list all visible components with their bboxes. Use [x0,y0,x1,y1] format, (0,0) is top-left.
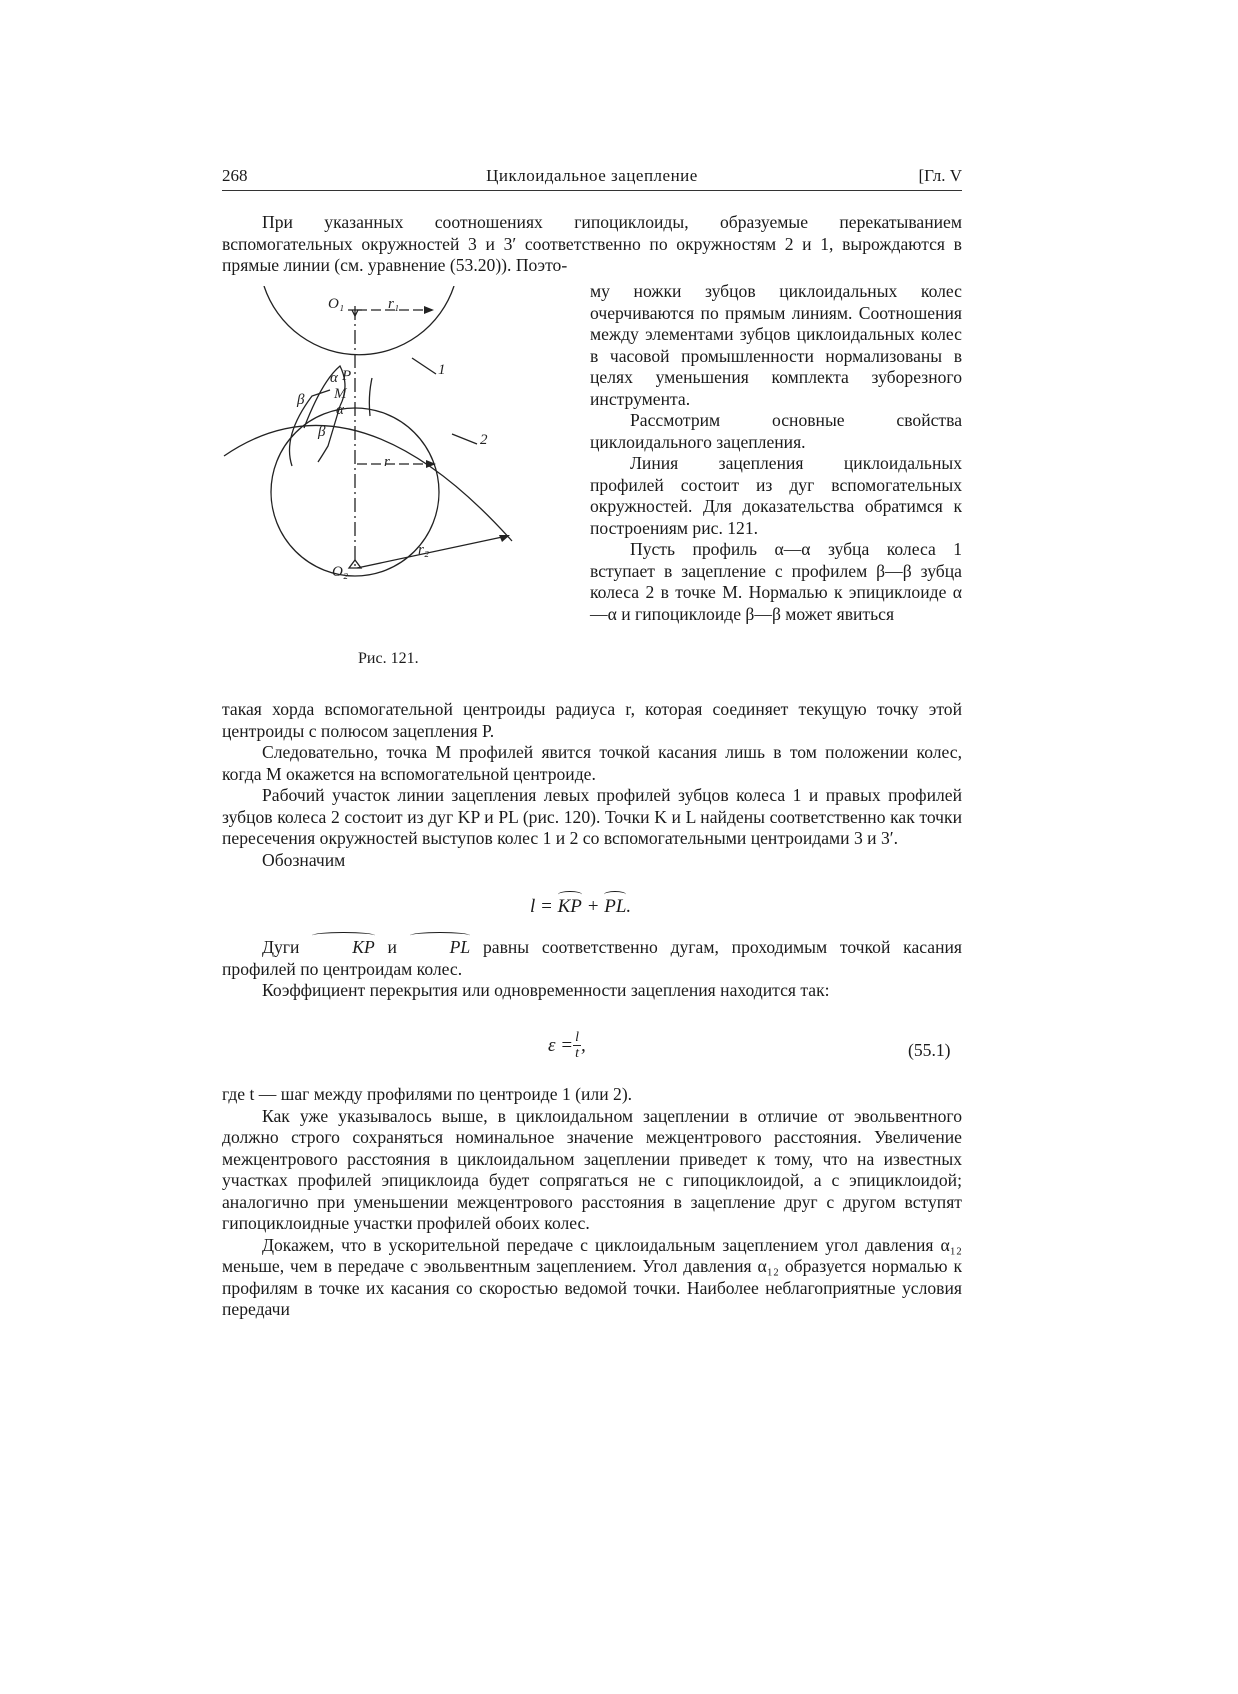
equation-number: (55.1) [908,1040,951,1060]
leader-1 [412,358,436,374]
r-label: r [384,454,390,470]
wheel-1-number: 1 [438,362,446,378]
arc-kp-inline: KP [312,937,374,959]
paragraph-working-section: Рабочий участок линии зацепления левых профилей зубцов колеса 1 и правых профилей зубцов колеса 2 состоит из дуг KP и PL (рис. 120). Точки K и L найдены соответственно как точки пересечения окружностей выступов колес 1 и 2 со вспомогательными центроидами 3 и 3′. [222,785,962,848]
running-header [222,166,962,191]
formula-l: l = KP + PL. [530,896,632,917]
beta-label-upper: β [297,392,305,408]
wheel-2-number: 2 [480,432,488,448]
page-number: 268 [222,166,248,185]
paragraph-denote: Обозначим [262,849,346,870]
o2-label: O₂ [332,564,349,580]
gear-diagram [222,286,582,646]
beta-label-lower: β [318,424,326,440]
right-para-1: му ножки зубцов циклоидальных колес очерчиваются по прямым линиям. Соотношения между элементами зубцов циклоидальных колес в часовой промышленности нормализованы в целях уменьшения комплекта зуборезного инструмента. [590,281,962,409]
chapter-label: [Гл. V [918,166,962,185]
formula-epsilon: ε = $\frac{l}{t}$ , [548,1030,586,1061]
paragraph-where-t: где t — шаг между профилями по центроиде 1 (или 2). [222,1084,633,1104]
right-para-4: Пусть профиль α—α зубца колеса 1 вступает в зацепление с профилем β—β зубца колеса 2 в точке M. Нормалью к эпициклоиде α—α и гипоциклоиде β—β может явиться [590,539,962,624]
pole-label: P [342,368,352,384]
paragraph-pressure-angle: Докажем, что в ускорительной передаче с циклоидальным зацеплением угол давления α₁₂ меньше, чем в передаче с эвольвентным зацеплением. Угол давления α₁₂ образуется нормалью к профилям в точке их касания со скоростью ведомой точки. Наиболее неблагоприятные условия передачи [222,1234,962,1319]
intro-paragraph: При указанных соотношениях гипоциклоиды, образуемые перекатыванием вспомогательных окружностей 3 и 3′ соответственно по окружностям 2 и 1, вырождаются в прямые линии (см. уравнение (53.20)). Поэто- [222,212,962,275]
figure-121 [222,286,582,646]
right-para-3: Линия зацепления циклоидальных профилей состоит из дуг вспомогательных окружностей. Для доказательства обратимся к построениям рис. 121. [590,453,962,538]
arc-pl: PL [604,896,627,917]
alpha-label-lower: α [336,402,344,418]
paragraph-arcs: Дуги KP и PL равны соответственно дугам, проходимым точкой касания профилей по центроидам колес. [222,937,963,979]
paragraph-center-distance: Как уже указывалось выше, в циклоидальном зацеплении в отличие от эвольвентного должно строго сохраняться номинальное значение межцентрового расстояния. Увеличение межцентрового расстояния в циклоидальном зацеплении приведет к тому, что на известных участках профилей эпициклоида будет сопрягаться не с гипоциклоидой, а с эпициклоидой; аналогично при уменьшении межцентрового расстояния в зацепление друг с другом вступят гипоциклоидные участки профилей обоих колес. [222,1105,962,1233]
paragraph-point-m: Следовательно, точка M профилей явится точкой касания лишь в том положении колес, когда M окажется на вспомогательной центроиде. [222,742,962,784]
main-text-a [222,699,962,871]
o1-label: O₁ [328,296,345,312]
right-para-2: Рассмотрим основные свойства циклоидального зацепления. [590,410,962,452]
r2-line [357,536,507,568]
running-title: Циклоидальное зацепление [486,166,698,185]
m-label: M [334,386,347,402]
main-text-c [222,1084,962,1321]
arc-pl-inline: PL [410,937,471,959]
paragraph-coefficient: Коэффициент перекрытия или одновременности зацепления находится так: [262,980,830,1000]
alpha-label: α [330,370,338,386]
main-text-b [222,937,962,1002]
right-column-text [590,281,962,625]
fraction: $\frac{l}{t}$ [575,1030,579,1061]
r1-label: r₁ [388,296,400,312]
leader-2 [452,434,477,444]
wheel-2-arc [224,425,512,541]
wheel-1-arc [264,286,454,355]
r2-label: r₂ [418,542,430,558]
arc-kp: KP [557,896,582,917]
continuation-paragraph: такая хорда вспомогательной центроиды радиуса r, которая соединяет текущую точку этой центроиды с полюсом зацепления P. [222,699,962,741]
figure-caption: Рис. 121. [358,650,419,667]
